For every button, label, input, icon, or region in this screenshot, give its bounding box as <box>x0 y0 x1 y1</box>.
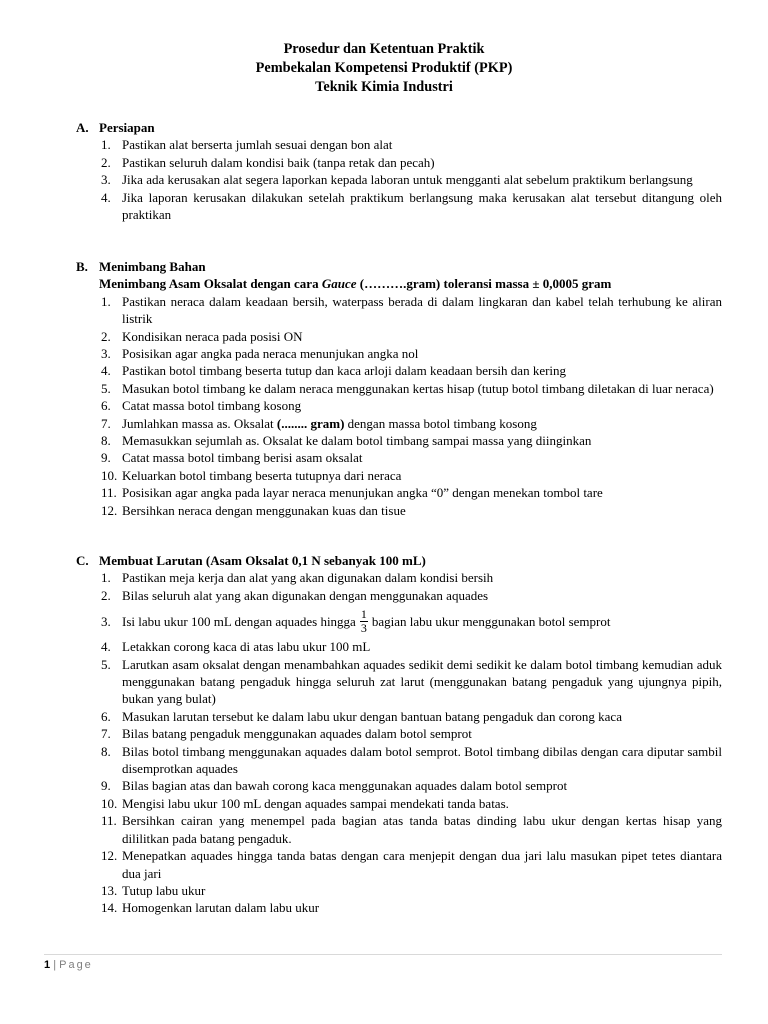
list-item: 6. Masukan larutan tersebut ke dalam labu ukur dengan bantuan batang pengaduk dan corong kaca <box>101 708 622 724</box>
list-item: 4. Letakkan corong kaca di atas labu ukur 100 mL <box>101 639 371 655</box>
list-item: 11. Posisikan agar angka pada layar neraca menunjukan angka “0” dengan menekan tombol tare <box>101 485 603 501</box>
section-a <box>76 119 722 223</box>
list-item: 5. Masukan botol timbang ke dalam neraca menggunakan kertas hisap (tutup botol timbang diletakan di luar neraca) <box>101 380 714 396</box>
section-c-heading: C. Membuat Larutan (Asam Oksalat 0,1 N sebanyak 100 mL) <box>76 553 426 568</box>
list-item: 6. Catat massa botol timbang kosong <box>101 398 302 414</box>
list-item: 3. Posisikan agar angka pada neraca menunjukan angka nol <box>101 346 419 362</box>
list-item: 1. Pastikan neraca dalam keadaan bersih, waterpass berada di dalam lingkaran dan kabel telah terhubung ke aliran listrik <box>101 293 722 327</box>
page-label: Page <box>59 959 93 971</box>
section-b-heading: B. Menimbang Bahan <box>76 259 206 274</box>
list-item: 1. Pastikan alat berserta jumlah sesuai dengan bon alat <box>101 137 393 153</box>
list-item: 4. Jika laporan kerusakan dilakukan setelah praktikum berlangsung maka kerusakan alat tersebut ditangung oleh praktikan <box>101 189 722 223</box>
list-item: 3. Jika ada kerusakan alat segera laporkan kepada laboran untuk mengganti alat sebelum praktikum berlangsung <box>101 172 693 188</box>
list-item: 13. Tutup labu ukur <box>101 882 206 898</box>
list-item: 12. Bersihkan neraca dengan menggunakan kuas dan tisue <box>101 502 406 518</box>
title-line-1: Prosedur dan Ketentuan Praktik <box>283 41 485 57</box>
list-item: 11. Bersihkan cairan yang menempel pada bagian atas tanda batas dinding labu ukur dengan kertas hisap yang dililitkan pada batang pengaduk. <box>101 813 722 846</box>
title-line-3: Teknik Kimia Industri <box>315 79 453 95</box>
list-item: 10. Mengisi labu ukur 100 mL dengan aquades sampai mendekati tanda batas. <box>101 795 509 811</box>
list-item: 2. Pastikan seluruh dalam kondisi baik (tanpa retak dan pecah) <box>101 154 435 170</box>
list-item: 12. Menepatkan aquades hingga tanda batas dengan cara menjepit dengan dua jari lalu masukan pipet tetes diantara dua jari <box>101 848 722 881</box>
section-a-heading: A. Persiapan <box>76 120 155 135</box>
section-c <box>76 552 722 917</box>
footer-separator: | <box>53 959 57 971</box>
section-b <box>76 258 722 519</box>
section-a-list <box>76 136 722 223</box>
fraction-one-third: $\frac{1}{3}$ <box>360 607 367 636</box>
list-item: 4. Pastikan botol timbang beserta tutup dan kaca arloji dalam keadaan bersih dan kering <box>101 363 567 379</box>
list-item: 7. Bilas batang pengaduk menggunakan aquades dalam botol semprot <box>101 726 472 742</box>
list-item: 1. Pastikan meja kerja dan alat yang akan digunakan dalam kondisi bersih <box>101 570 494 586</box>
section-c-list <box>76 569 722 638</box>
page-number: 1 <box>44 959 51 971</box>
list-item: 8. Memasukkan sejumlah as. Oksalat ke dalam botol timbang sampai massa yang diinginkan <box>101 433 592 449</box>
page-footer <box>44 954 722 974</box>
title-line-2: Pembekalan Kompetensi Produktif (PKP) <box>255 60 513 76</box>
list-item: 10. Keluarkan botol timbang beserta tutupnya dari neraca <box>101 467 402 483</box>
list-item: 14. Homogenkan larutan dalam labu ukur <box>101 900 320 916</box>
list-item: 9. Catat massa botol timbang berisi asam oksalat <box>101 450 363 466</box>
list-item: 2. Kondisikan neraca pada posisi ON <box>101 328 303 344</box>
list-item: 9. Bilas bagian atas dan bawah corong kaca menggunakan aquades dalam botol semprot <box>101 778 568 794</box>
list-item: 7. Jumlahkan massa as. Oksalat (........ gram) dengan massa botol timbang kosong <box>101 415 537 431</box>
section-b-list <box>76 293 722 519</box>
list-item: 8. Bilas botol timbang menggunakan aquades dalam botol semprot. Botol timbang dibilas dengan cara diputar sambil disemprotkan aquades <box>101 743 722 777</box>
section-c-list-continued <box>76 638 722 917</box>
list-item-fraction: 3. Isi labu ukur 100 mL dengan aquades hingga $\frac{1}{3}$ bagian labu ukur menggunakan botol semprot <box>101 607 611 636</box>
document-title <box>0 40 768 97</box>
section-b-subheading: Menimbang Asam Oksalat dengan cara Gauce (……….gram) toleransi massa ± 0,0005 gram <box>99 276 612 292</box>
list-item: 5. Larutkan asam oksalat dengan menambahkan aquades sedikit demi sedikit ke dalam botol timbang kemudian aduk menggunakan batang pengaduk hingga seluruh zat larut (menggunakan batang pengaduk yang ujungnya pipih, bukan yang bulat) <box>101 656 722 707</box>
list-item: 2. Bilas seluruh alat yang akan digunakan dengan menggunakan aquades <box>101 587 489 603</box>
